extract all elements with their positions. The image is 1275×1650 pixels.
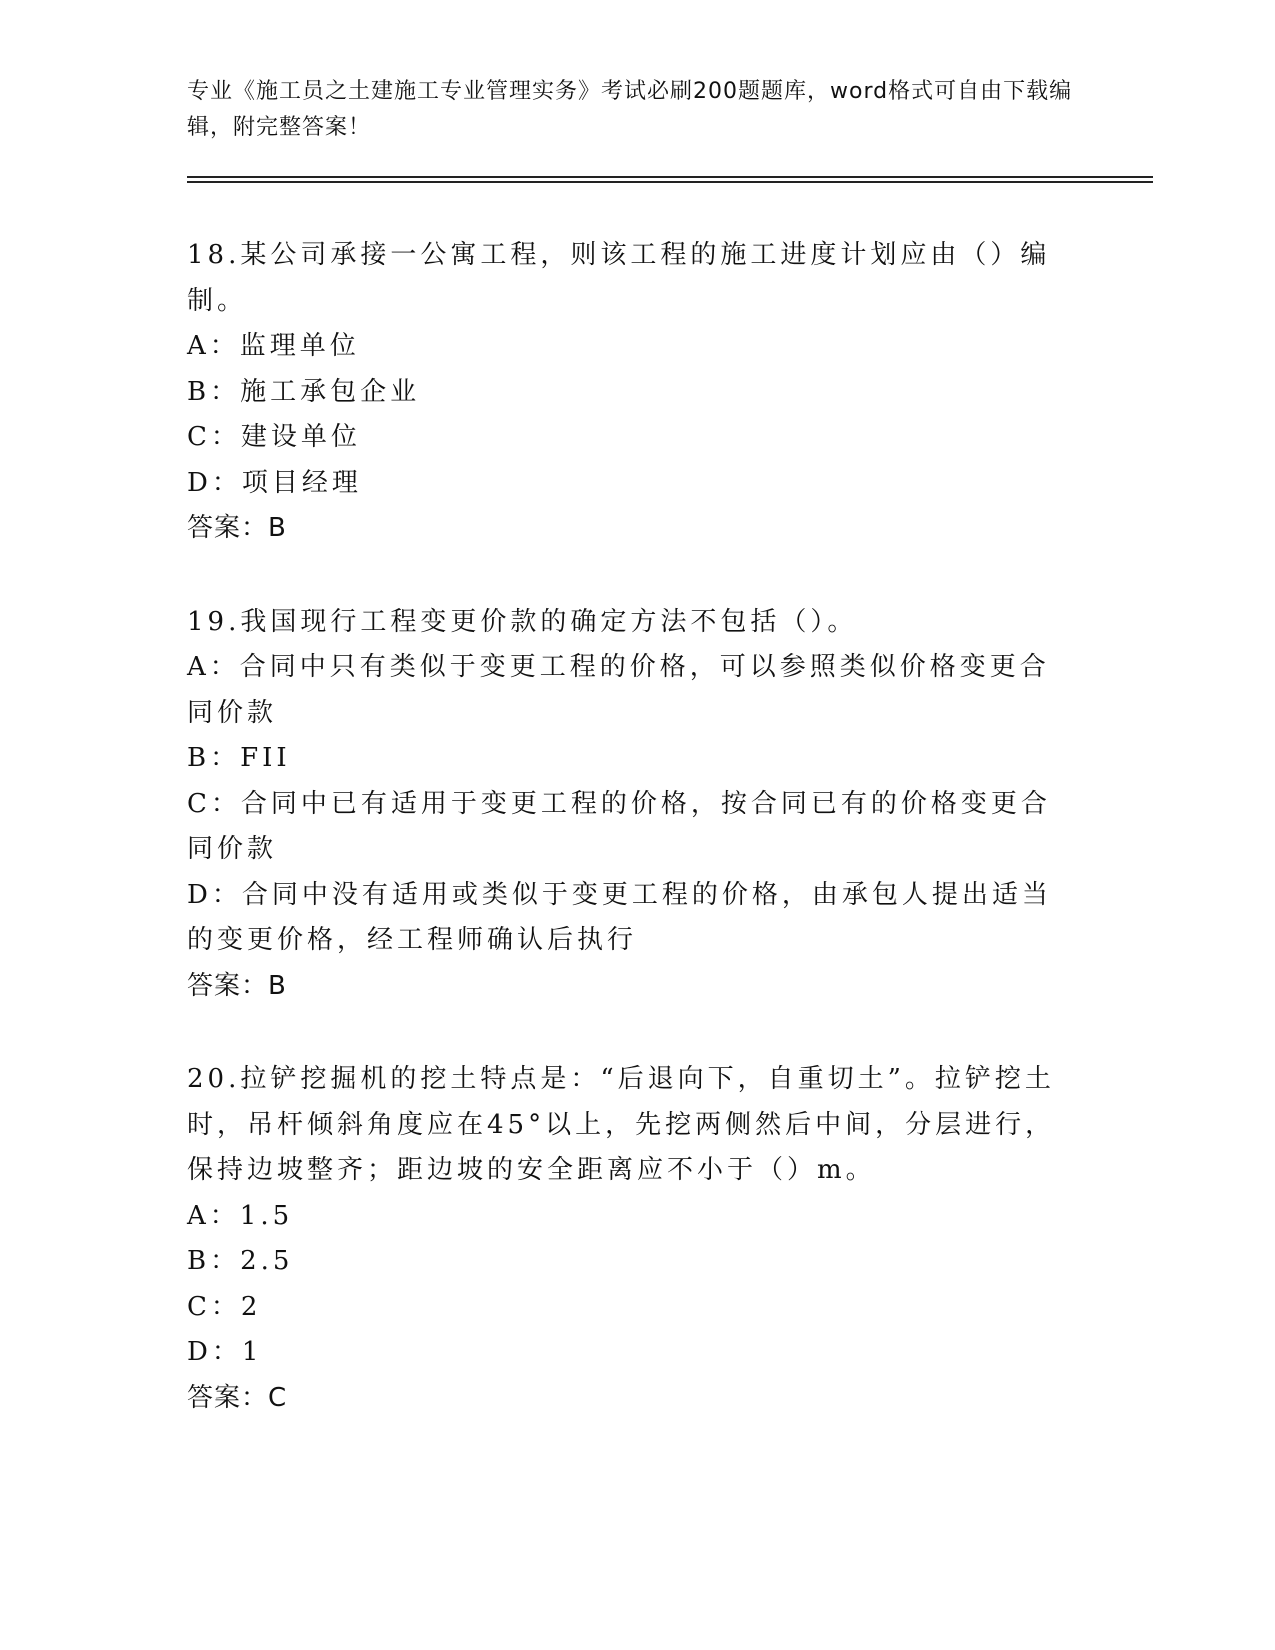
option-b: B：FII [187, 743, 291, 773]
question-20 [187, 1057, 1067, 1421]
option-b: B：2.5 [187, 1246, 294, 1276]
document-header: 专业《施工员之土建施工专业管理实务》考试必刷200题题库，word格式可自由下载编辑，附完整答案！ [187, 79, 1073, 140]
question-list [187, 233, 1067, 1469]
question-stem: 19.我国现行工程变更价款的确定方法不包括（）。 [187, 606, 858, 637]
answer-label: 答案：B [187, 513, 287, 543]
question-stem: 20.拉铲挖掘机的挖土特点是：“后退向下，自重切土”。拉铲挖土时，吊杆倾斜角度应在45°以上，先挖两侧然后中间，分层进行，保持边坡整齐；距边坡的安全距离应不小于（）m。 [187, 1064, 1056, 1185]
option-d: D：1 [187, 1337, 263, 1367]
option-a: A：1.5 [187, 1200, 294, 1231]
answer-label: 答案：B [187, 970, 287, 1001]
option-b: B：施工承包企业 [187, 376, 421, 407]
option-c: C：合同中已有适用于变更工程的价格，按合同已有的价格变更合同价款 [187, 788, 1051, 864]
header-divider-top [187, 176, 1153, 178]
option-c: C：2 [187, 1291, 262, 1322]
option-d: D：合同中没有适用或类似于变更工程的价格，由承包人提出适当的变更价格，经工程师确认后执行 [187, 879, 1052, 955]
question-18 [187, 233, 1067, 552]
answer-label: 答案：C [187, 1382, 288, 1413]
header-divider-bottom [187, 181, 1153, 183]
option-a: A：合同中只有类似于变更工程的价格，可以参照类似价格变更合同价款 [187, 652, 1050, 728]
option-c: C：建设单位 [187, 422, 361, 452]
option-a: A：监理单位 [187, 331, 360, 361]
option-d: D：项目经理 [187, 467, 362, 498]
question-stem: 18.某公司承接一公寓工程，则该工程的施工进度计划应由（）编制。 [187, 240, 1051, 316]
question-19 [187, 600, 1067, 1010]
